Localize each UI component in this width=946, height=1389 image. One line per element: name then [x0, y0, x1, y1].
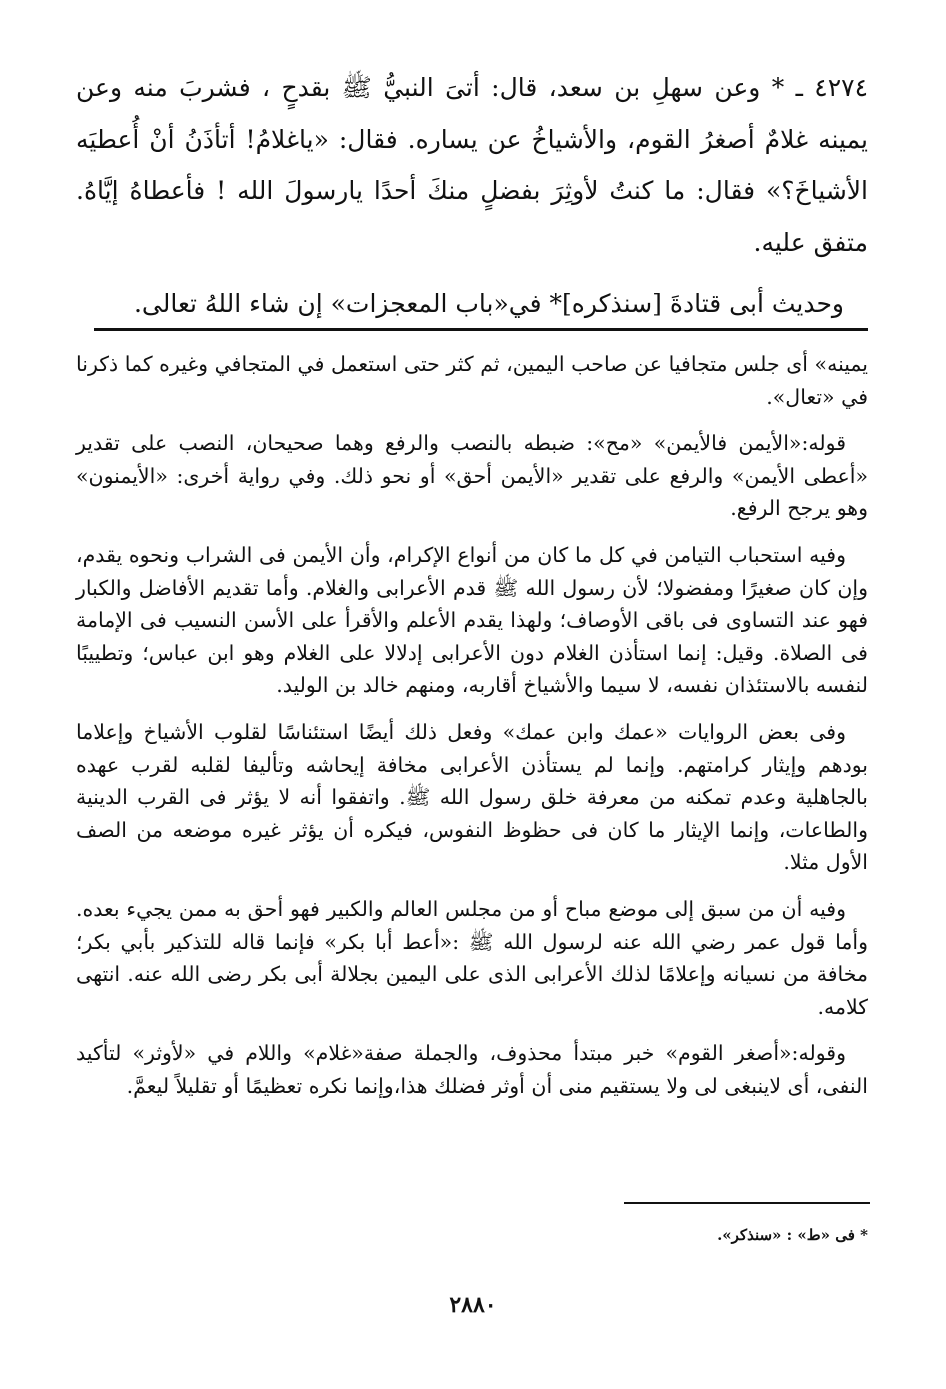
- commentary-paragraph: وفيه أن من سبق إلى موضع مباح أو من مجلس العالم والكبير فهو أحق به ممن يجيء بعده. وأما قول عمر رضي الله عنه لرسول الله ﷺ :«أعط أبا بكر» فإنما قاله للتذكير بأبي بكر؛ مخافة من نسيانه وإعلامًا لذلك الأعرابى الذى على اليمين بجلالة أبى بكر رضى الله عنه. انتهى كلامه.: [76, 896, 868, 1019]
- commentary-paragraph: وفيه استحباب التيامن في كل ما كان من أنواع الإكرام، وأن الأيمن فى الشراب ونحوه يقدم، وإن كان صغيرًا ومفضولا؛ لأن رسول الله ﷺ قدم الأعرابى والغلام. وأما تقديم الأفاضل والكبار فهو عند التساوى فى باقى الأوصاف؛ ولهذا يقدم الأعلم والأقرأ على الأسن النسيب فى الإمامة فى الصلاة. وقيل: إنما استأذن الغلام دون الأعرابى إدلالا على الغلام وهو ابن عباس؛ وتطييبًا لنفسه بالاستئذان نفسه، لا سيما والأشياخ أقاربه، ومنهم خالد بن الوليد.: [76, 542, 868, 698]
- commentary-paragraph: وقوله:«أصغر القوم» خبر مبتدأ محذوف، والجملة صفة«غلام» واللام في «لأوثر» لتأكيد النفى، أى لاينبغى لى ولا يستقيم منى أن أوثر فضلك هذا،وإنما نكره تعظيمًا أو تقليلاً ليعمَّ.: [76, 1041, 868, 1098]
- commentary-paragraph: وفى بعض الروايات «عمك وابن عمك» وفعل ذلك أيضًا استئناسًا لقلوب الأشياخ وإعلاما بودهم وإيثار كرامتهم. وإنما لم يستأذن الأعرابى مخافة إيحاشه وتأليفا لقلبه لقرب عهده بالجاهلية وعدم تمكنه من معرفة خلق رسول الله ﷺ. واتفقوا أنه لا يؤثر فى القرب الدينية والطاعات، وإنما الإيثار ما كان فى حظوظ النفوس، فيكره أن يؤثر غيره موضعه من الصف الأول مثلا.: [76, 719, 868, 875]
- page-number: ٢٨٨٠: [449, 1292, 497, 1318]
- main-divider: [94, 328, 868, 331]
- hadith-paragraph: ٤٢٧٤ ـ * وعن سهلِ بن سعد، قال: أتىَ النبيُّ ﷺ بقدحٍ ، فشربَ منه وعن يمينه غلامٌ أصغرُ القوم، والأشياخُ عن يساره. فقال: «ياغلامُ! أتأذَنُ أنْ أُعطيَه الأشياخَ؟» فقال: ما كنتُ لأوثِرَ بفضلٍ منكَ أحدًا يارسولَ الله ! فأعطاهُ إيَّاهُ. متفق عليه.: [76, 73, 868, 257]
- hadith-text: [76, 62, 868, 330]
- footnote: * فى «ط» : «سنذكر».: [717, 1226, 868, 1244]
- commentary-text: [76, 348, 868, 1116]
- commentary-paragraph: يمينه» أى جلس متجافيا عن صاحب اليمين، ثم كثر حتى استعمل في المتجافي وغيره كما ذكرنا في «تعال».: [76, 352, 868, 409]
- commentary-paragraph: قوله:«الأيمن فالأيمن» «مح»: ضبطه بالنصب والرفع وهما صحيحان، النصب على تقدير «أعطى الأيمن» والرفع على تقدير «الأيمن أحق» أو نحو ذلك. وفي رواية أخرى: «الأيمنون» وهو يرجح الرفع.: [76, 431, 868, 521]
- footnote-divider: [624, 1202, 870, 1204]
- hadith-reference: وحديث أبى قتادةَ [سنذكره]* في«باب المعجزات» إن شاء اللهُ تعالى.: [133, 289, 844, 318]
